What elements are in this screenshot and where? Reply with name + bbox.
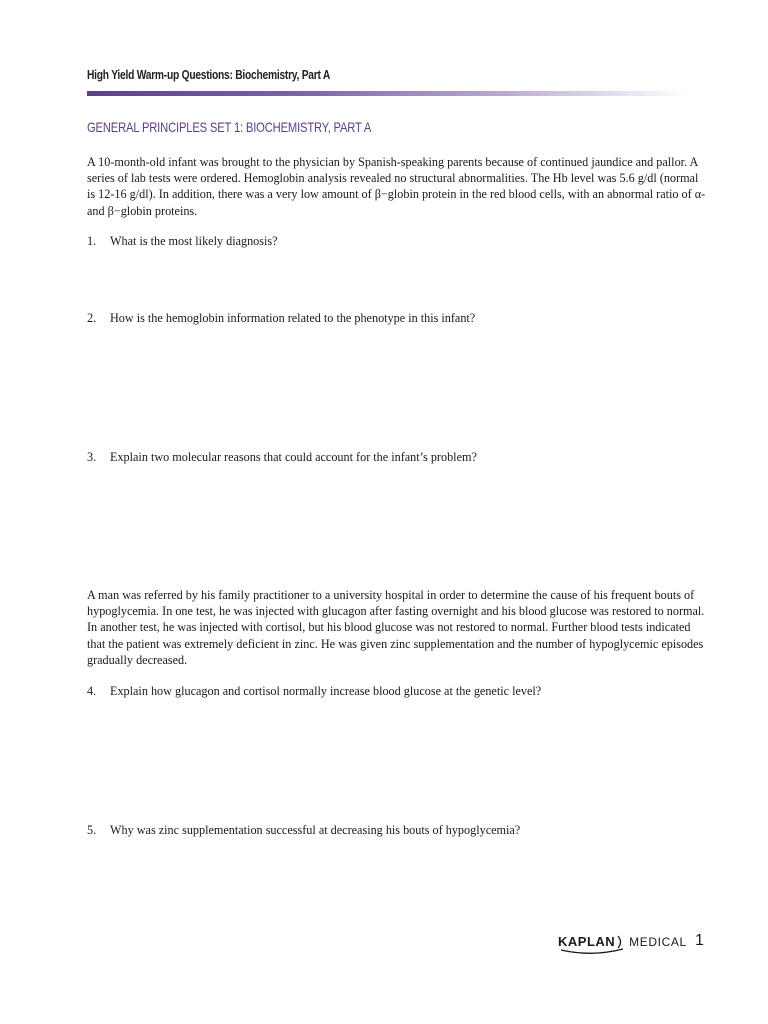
running-header: High Yield Warm-up Questions: Biochemistry, Part A	[87, 68, 331, 82]
header-rule	[87, 91, 687, 96]
question-number: 5.	[87, 823, 97, 837]
page-number: 1	[695, 932, 704, 949]
logo-paren-icon	[617, 935, 623, 949]
question-5	[87, 822, 707, 838]
question-number: 3.	[87, 450, 97, 464]
logo-medical-text: MEDICAL	[629, 934, 687, 949]
case-1-paragraph: A 10-month-old infant was brought to the physician by Spanish-speaking parents because of continued jaundice and pallor. A series of lab tests were ordered. Hemoglobin analysis revealed no structural abnormalities. The Hb level was 5.6 g/dl (normal is 12-16 g/dl). In addition, there was a very low amount of β−globin protein in the red blood cells, with an abnormal ratio of α- and β−globin proteins.	[87, 155, 706, 218]
question-3	[87, 449, 707, 465]
logo-swoosh-icon	[560, 948, 624, 956]
section-title: GENERAL PRINCIPLES SET 1: BIOCHEMISTRY, PART A	[87, 119, 372, 135]
question-2	[87, 310, 707, 326]
logo-kaplan-text: KAPLAN	[558, 934, 616, 949]
question-1	[87, 233, 707, 249]
question-text: Explain two molecular reasons that could account for the infant’s problem?	[110, 450, 477, 464]
case-2-paragraph: A man was referred by his family practitioner to a university hospital in order to determine the cause of his frequent bouts of hypoglycemia. In one test, he was injected with glucagon after fasting overnight and his blood glucose was restored to normal. In another test, he was injected with cortisol, but his blood glucose was not restored to normal. Further blood tests indicated that the patient was extremely deficient in zinc. He was given zinc supplementation and the number of hypoglycemic episodes gradually decreased.	[87, 588, 705, 667]
question-text: Why was zinc supplementation successful at decreasing his bouts of hypoglycemia?	[110, 823, 521, 837]
question-number: 4.	[87, 684, 97, 698]
question-text: What is the most likely diagnosis?	[110, 234, 278, 248]
kaplan-medical-logo	[558, 934, 687, 949]
question-text: How is the hemoglobin information related to the phenotype in this infant?	[110, 311, 476, 325]
question-number: 2.	[87, 311, 97, 325]
question-4	[87, 683, 707, 699]
question-text: Explain how glucagon and cortisol normally increase blood glucose at the genetic level?	[110, 684, 542, 698]
question-number: 1.	[87, 234, 97, 248]
